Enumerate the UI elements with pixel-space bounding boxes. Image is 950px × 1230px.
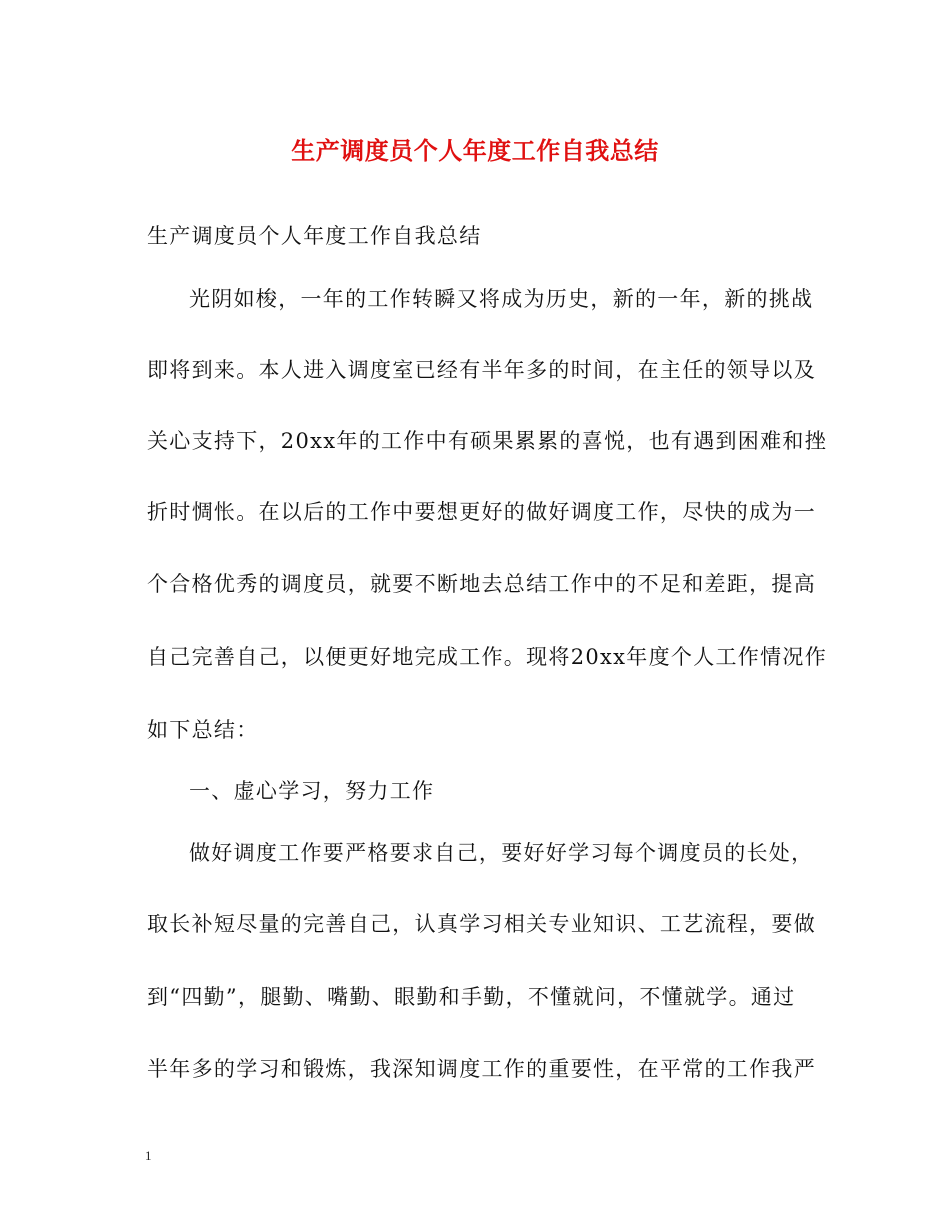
- paragraph-line: 如下总结：: [147, 718, 259, 742]
- paragraph-line: 做好调度工作要严格要求自己，要好好学习每个调度员的长处，: [189, 841, 814, 865]
- paragraph-line: 即将到来。本人进入调度室已经有半年多的时间，在主任的领导以及: [147, 358, 816, 382]
- document-subtitle: 生产调度员个人年度工作自我总结: [147, 224, 482, 248]
- paragraph-line: 折时惆怅。在以后的工作中要想更好的做好调度工作，尽快的成为一: [147, 500, 816, 524]
- paragraph-line: 到“四勤”，腿勤、嘴勤、眼勤和手勤，不懂就问，不懂就学。通过: [147, 985, 796, 1009]
- section-heading: 一、虚心学习，努力工作: [189, 779, 435, 803]
- paragraph-line: 半年多的学习和锻炼，我深知调度工作的重要性，在平常的工作我严: [147, 1057, 816, 1081]
- paragraph-line: 自己完善自己，以便更好地完成工作。现将20xx年度个人工作情况作: [147, 645, 828, 669]
- paragraph-line: 光阴如梭，一年的工作转瞬又将成为历史，新的一年，新的挑战: [189, 287, 814, 311]
- page-number: 1: [145, 1148, 152, 1163]
- paragraph-line: 个合格优秀的调度员，就要不断地去总结工作中的不足和差距，提高: [147, 572, 816, 596]
- paragraph-line: 关心支持下，20xx年的工作中有硕果累累的喜悦，也有遇到困难和挫: [147, 429, 828, 453]
- document-title: 生产调度员个人年度工作自我总结: [291, 137, 659, 165]
- paragraph-line: 取长补短尽量的完善自己，认真学习相关专业知识、工艺流程，要做: [147, 912, 816, 936]
